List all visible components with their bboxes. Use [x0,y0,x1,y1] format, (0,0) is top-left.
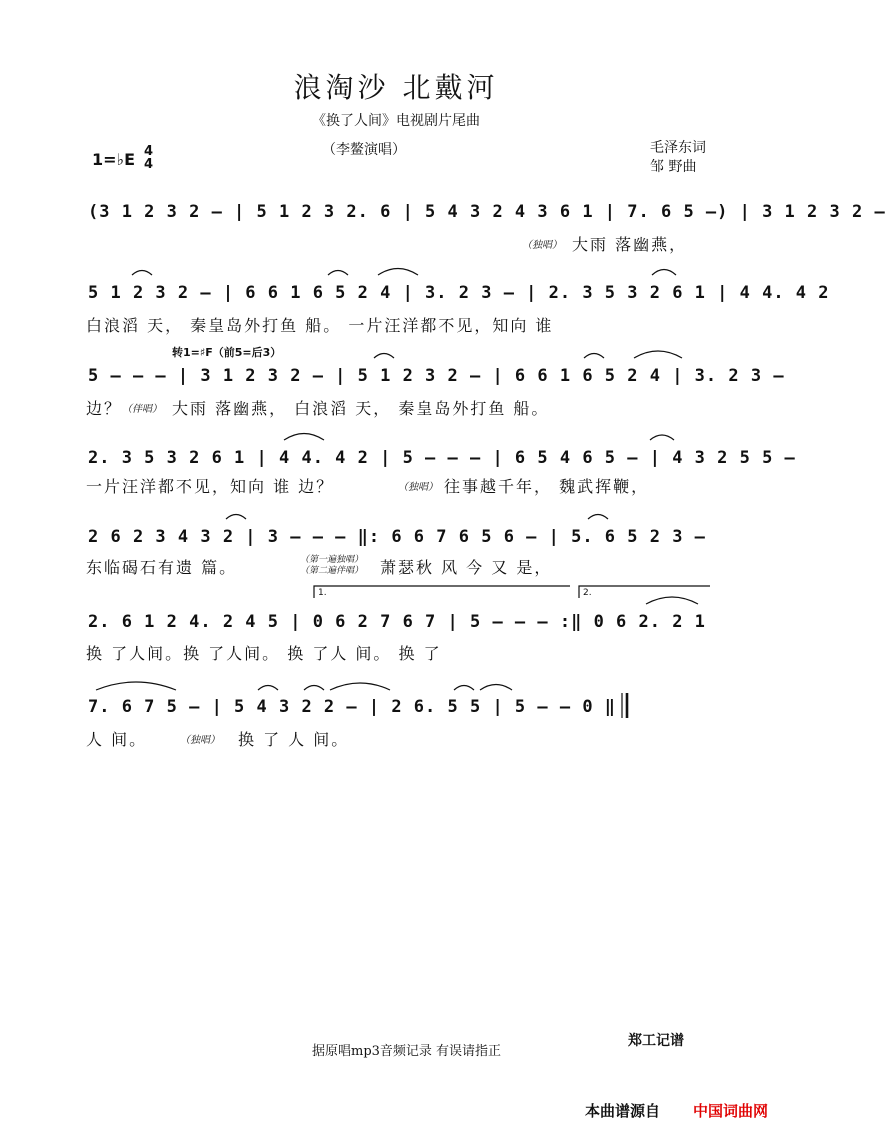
volta-bracket-2 [579,586,710,598]
slur [652,270,676,276]
slur [374,354,394,359]
slur [646,597,698,604]
lyrics-line-7a: 人 间。 [86,730,148,749]
time-signature-bottom: 4 [144,157,154,172]
notation-line-5: 2 6 2 3 4 3 2 | 3 – – – ‖: 6 6 7 6 5 6 – | 5. 6 5 2 3 – [88,527,706,547]
notation-line-7: 7. 6 7 5 – | 5 4 3 2 2 – | 2 6. 5 5 | 5 – – 0 ‖ [88,697,617,717]
notation-line-3: 5 – – – | 3 1 2 3 2 – | 5 1 2 3 2 – | 6 6 1 6 5 2 4 | 3. 2 3 – [88,366,785,386]
song-subtitle: 《换了人间》电视剧片尾曲 [312,113,480,129]
lyrics-line-5a: 东临碣石有遗 篇。 [86,558,238,577]
lyrics-line-6: 换 了人间。换 了人间。 换 了人 间。 换 了 [86,644,442,663]
slur [454,686,474,691]
slur [634,351,682,358]
performance-label-5a: （第一遍独唱） [300,555,364,565]
lyrics-line-4a: 一片汪洋都不见，知向 谁 边？ [86,477,335,496]
source-site-link[interactable]: 中国词曲网 [693,1102,769,1120]
notation-line-1: (3 1 2 3 2 – | 5 1 2 3 2. 6 | 5 4 3 2 4 3 6 1 | 7. 6 5 –) | 3 1 2 3 2 – [88,202,886,222]
footer-note: 据原唱mp3音频记录 有误请指正 [312,1044,502,1059]
notation-line-6: 2. 6 1 2 4. 2 4 5 | 0 6 2 7 6 7 | 5 – – – :‖ 0 6 2. 2 1 [88,612,706,632]
slur [284,434,324,441]
lyrics-line-2: 白浪滔 天， 秦皇岛外打鱼 船。 一片汪洋都不见，知向 谁 [86,316,554,335]
lyrics-line-3a: 边？ [86,399,123,418]
volta-second-ending: 2. [583,588,592,598]
slur [328,271,348,276]
slur [378,269,418,276]
volta-bracket-1 [314,586,570,598]
slur [588,515,608,520]
performance-label-5b: （第二遍伴唱） [300,566,364,576]
key-signature: 1=♭E [92,150,136,169]
lyricist-credit: 毛泽东词 [650,140,706,156]
slur [304,686,324,691]
performance-label-4: （独唱） [398,482,438,493]
slur [330,683,390,690]
notation-line-4: 2. 3 5 3 2 6 1 | 4 4. 4 2 | 5 – – – | 6 5 4 6 5 – | 4 3 2 5 5 – [88,448,796,468]
performance-label-7: （独唱） [180,735,220,746]
slur [650,435,674,440]
modulation-mark: 转1=♯F（前5=后3） [172,346,282,359]
lyrics-line-7b: 换 了 人 间。 [238,730,350,749]
lyrics-line-3b: 大雨 落幽燕， 白浪滔 天， 秦皇岛外打鱼 船。 [172,399,550,418]
performance-label-3: （伴唱） [122,404,162,415]
time-signature-top: 4 [144,144,154,159]
lyrics-line-4b: 往事越千年， 魏武挥鞭， [444,477,650,496]
notation-line-2: 5 1 2 3 2 – | 6 6 1 6 5 2 4 | 3. 2 3 – | 2. 3 5 3 2 6 1 | 4 4. 4 2 [88,283,830,303]
lyrics-line-5b: 萧瑟秋 风 今 又 是， [380,558,553,577]
singer-credit: （李鳌演唱） [322,142,406,158]
lyrics-line-1: 大雨 落幽燕， [572,235,688,254]
volta-first-ending: 1. [318,588,327,598]
performance-label-1: （独唱） [522,240,562,251]
slur [132,271,152,276]
slur [226,515,246,520]
song-title: 浪淘沙 北戴河 [293,71,499,104]
slur [584,354,604,359]
slur [258,686,278,691]
slur [96,682,176,690]
composer-credit: 邹 野曲 [650,159,697,175]
transcriber-credit: 郑工记谱 [628,1033,684,1049]
source-label: 本曲谱源自 [585,1102,661,1120]
slur [480,685,512,691]
